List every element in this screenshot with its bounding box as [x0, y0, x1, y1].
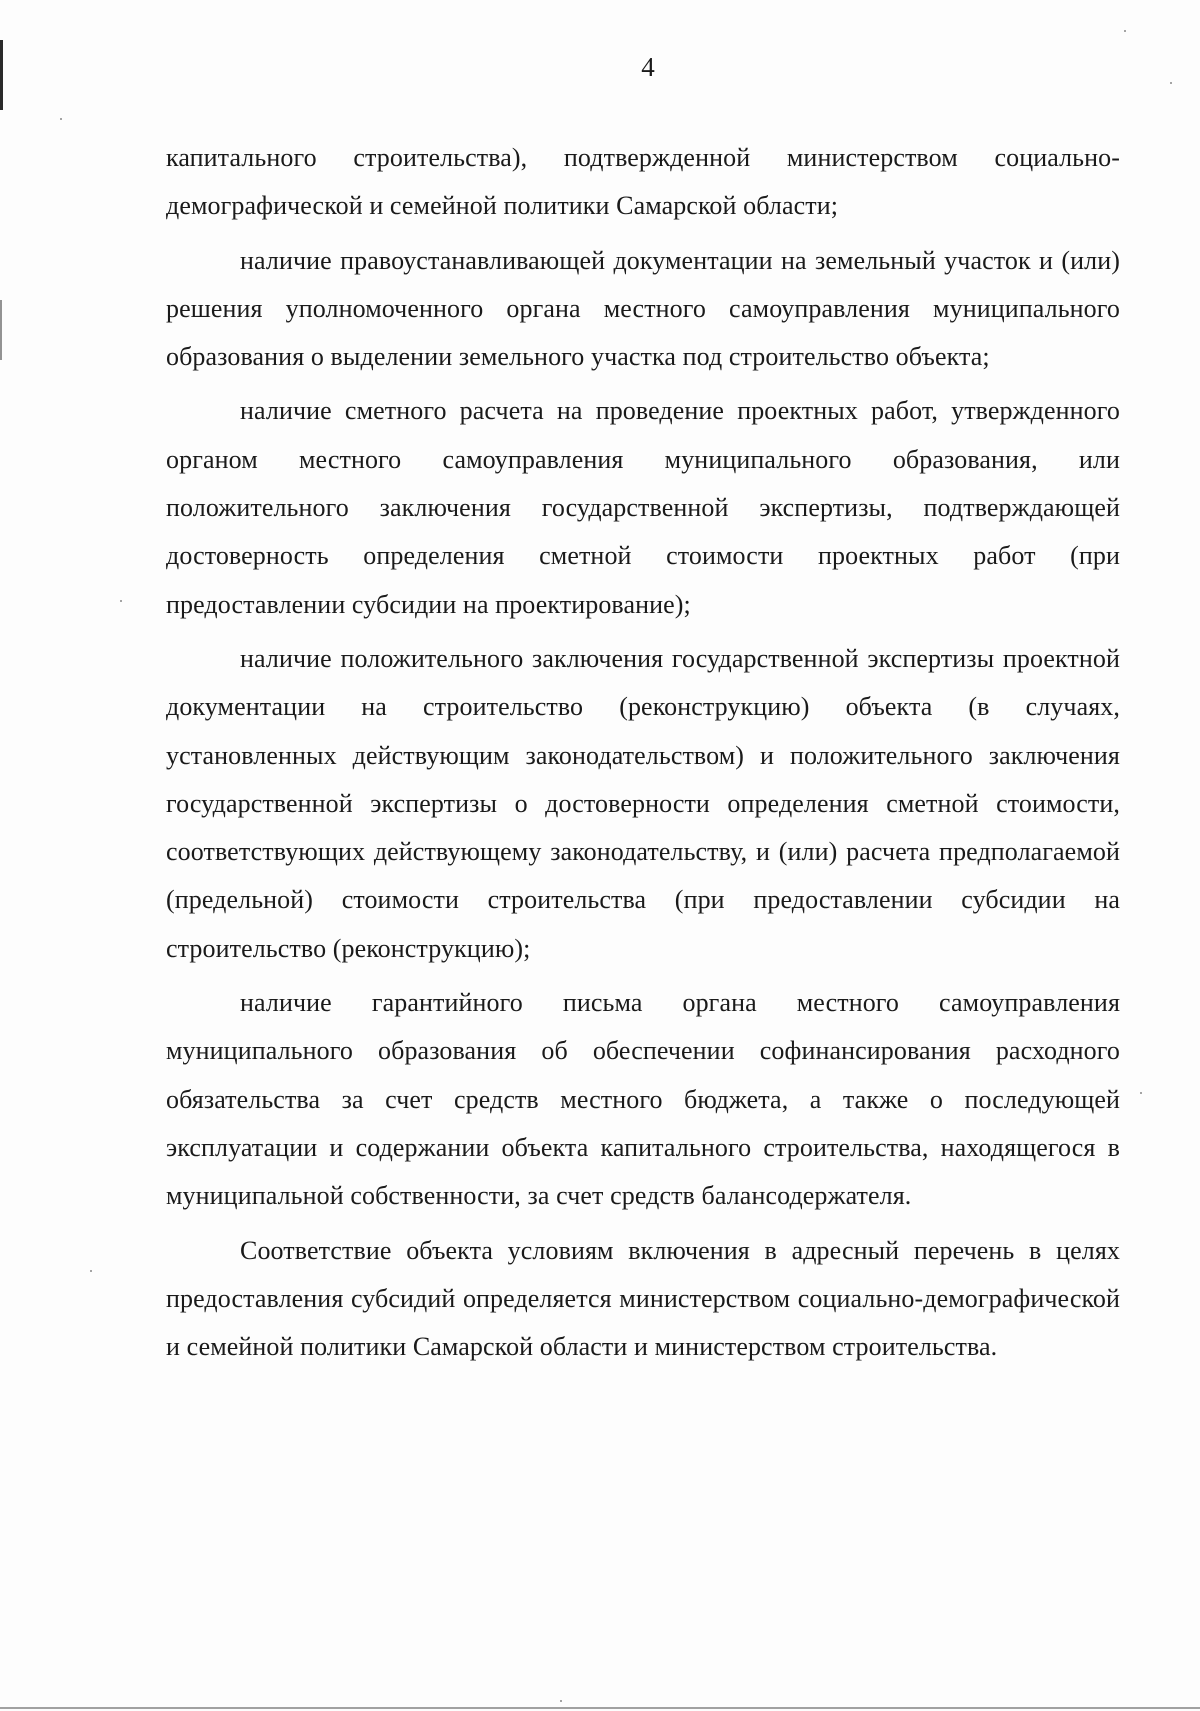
page-number: 4	[641, 52, 655, 82]
scan-speck	[1124, 30, 1126, 32]
scan-speck	[90, 1270, 92, 1272]
scan-edge-mark	[0, 300, 2, 360]
paragraph: наличие гарантийного письма органа местного самоуправления муниципального образования об обеспечении софинансирования расходного обязательства за счет средств местного бюджета, а также о последующей эксплуатации и содержании объекта капитального строительства, находящегося в муниципальной собственности, за счет средств балансодержателя.	[166, 988, 1120, 1211]
scan-speck	[60, 118, 62, 120]
scan-speck	[120, 600, 122, 602]
paragraph: наличие положительного заключения государственной экспертизы проектной документации на строительство (реконструкцию) объекта (в случаях, установленных действующим законодательством) и положительного заключения государственной экспертизы о достоверности определения сметной стоимости, соответствующих действующему законодательству, и (или) расчета предполагаемой (предельной) стоимости строительства (при предоставлении субсидии на строительство (реконструкцию);	[166, 643, 1120, 963]
paragraph: Соответствие объекта условиям включения в адресный перечень в целях предоставления субсидий определяется министерством социально-демографической и семейной политики Самарской области и министерством строительства.	[166, 1235, 1120, 1362]
document-body	[166, 134, 1120, 1371]
scan-speck	[1140, 1092, 1142, 1094]
scan-bottom-edge	[0, 1707, 1200, 1709]
scan-edge-mark	[0, 40, 3, 110]
paragraph: наличие правоустанавливающей документации на земельный участок и (или) решения уполномоченного органа местного самоуправления муниципального образования о выделении земельного участка под строительство объекта;	[166, 245, 1120, 372]
paragraph: капитального строительства), подтвержденной министерством социально-демографической и семейной политики Самарской области;	[166, 143, 1120, 221]
scan-speck	[1170, 82, 1172, 84]
scan-speck	[560, 1700, 562, 1702]
paragraph: наличие сметного расчета на проведение проектных работ, утвержденного органом местного самоуправления муниципального образования, или положительного заключения государственной экспертизы, подтверждающей достоверность определения сметной стоимости проектных работ (при предоставлении субсидии на проектирование);	[166, 396, 1120, 619]
